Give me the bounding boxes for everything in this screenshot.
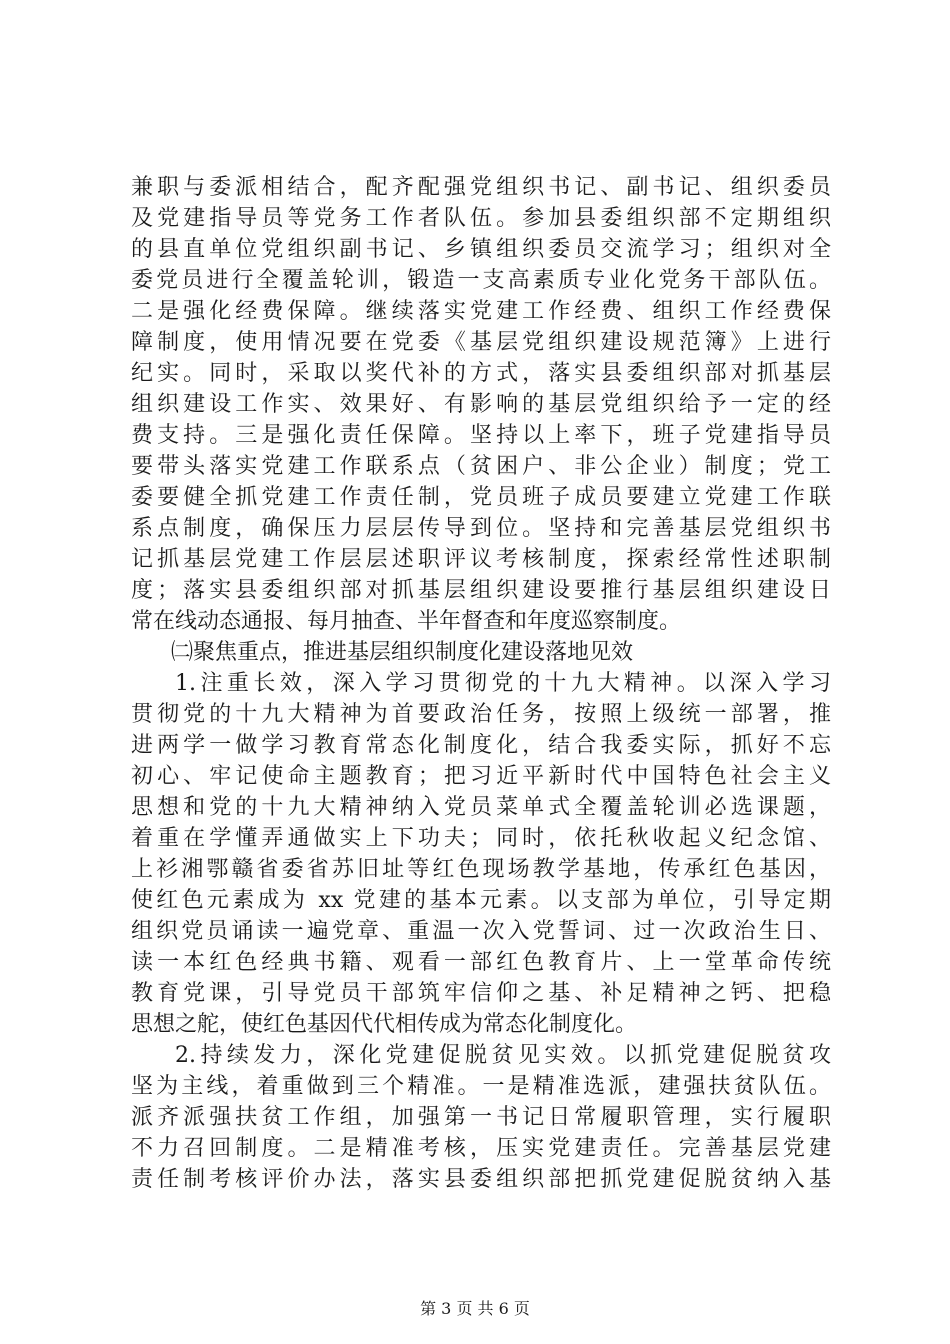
text-line: 2.持续发力，深化党建促脱贫见实效。以抓党建促脱贫攻 <box>175 1043 831 1068</box>
text-line: 纪实。同时，采取以奖代补的方式，落实县委组织部对抓基层 <box>131 361 831 386</box>
text-line: 兼职与委派相结合，配齐配强党组织书记、副书记、组织委员 <box>131 175 831 200</box>
text-line: 记抓基层党建工作层层述职评议考核制度，探索经常性述职制 <box>131 547 831 572</box>
text-line: 度；落实县委组织部对抓基层组织建设要推行基层组织建设日 <box>131 578 831 603</box>
text-line: 费支持。三是强化责任保障。坚持以上率下，班子党建指导员 <box>131 423 831 448</box>
text-line: 组织党员诵读一遍党章、重温一次入党誓词、过一次政治生日、 <box>131 919 831 944</box>
text-line: 着重在学懂弄通做实上下功夫；同时，依托秋收起义纪念馆、 <box>131 826 831 851</box>
text-line: 上衫湘鄂赣省委省苏旧址等红色现场教学基地，传承红色基因， <box>131 857 831 882</box>
text-line: 教育党课，引导党员干部筑牢信仰之基、补足精神之钙、把稳 <box>131 981 831 1006</box>
text-line: 派齐派强扶贫工作组，加强第一书记日常履职管理，实行履职 <box>131 1105 831 1130</box>
text-line: 要带头落实党建工作联系点（贫困户、非公企业）制度；党工 <box>131 454 831 479</box>
text-line: 系点制度，确保压力层层传导到位。坚持和完善基层党组织书 <box>131 516 831 541</box>
text-line: 思想之舵，使红色基因代代相传成为常态化制度化。 <box>131 1012 638 1037</box>
text-line: 读一本红色经典书籍、观看一部红色教育片、上一堂革命传统 <box>131 950 831 975</box>
text-line: 初心、牢记使命主题教育；把习近平新时代中国特色社会主义 <box>131 764 831 789</box>
text-line: 进两学一做学习教育常态化制度化，结合我委实际，抓好不忘 <box>131 733 831 758</box>
text-line: 使红色元素成为 xx 党建的基本元素。以支部为单位，引导定期 <box>131 888 831 913</box>
text-line: 思想和党的十九大精神纳入党员菜单式全覆盖轮训必选课题， <box>131 795 831 820</box>
text-line: 组织建设工作实、效果好、有影响的基层党组织给予一定的经 <box>131 392 831 417</box>
text-line: 委要健全抓党建工作责任制，党员班子成员要建立党建工作联 <box>131 485 831 510</box>
text-line: 委党员进行全覆盖轮训，锻造一支高素质专业化党务干部队伍。 <box>131 268 831 293</box>
text-line: 的县直单位党组织副书记、乡镇组织委员交流学习；组织对全 <box>131 237 831 262</box>
text-line: 二是强化经费保障。继续落实党建工作经费、组织工作经费保 <box>131 299 831 324</box>
page-number-footer: 第 3 页 共 6 页 <box>420 1299 530 1318</box>
text-line: 1.注重长效，深入学习贯彻党的十九大精神。以深入学习 <box>175 671 831 696</box>
text-line: 不力召回制度。二是精准考核，压实党建责任。完善基层党建 <box>131 1136 831 1161</box>
text-line: 责任制考核评价办法，落实县委组织部把抓党建促脱贫纳入基 <box>131 1167 831 1192</box>
text-line: 常在线动态通报、每月抽查、半年督查和年度巡察制度。 <box>131 609 682 634</box>
text-line: 障制度，使用情况要在党委《基层党组织建设规范簿》上进行 <box>131 330 831 355</box>
text-line: 坚为主线，着重做到三个精准。一是精准选派，建强扶贫队伍。 <box>131 1074 831 1099</box>
text-line: 贯彻党的十九大精神为首要政治任务，按照上级统一部署，推 <box>131 702 831 727</box>
text-line: 及党建指导员等党务工作者队伍。参加县委组织部不定期组织 <box>131 206 831 231</box>
section-heading: ㈡聚焦重点，推进基层组织制度化建设落地见效 <box>171 640 634 665</box>
document-body <box>131 172 831 1195</box>
